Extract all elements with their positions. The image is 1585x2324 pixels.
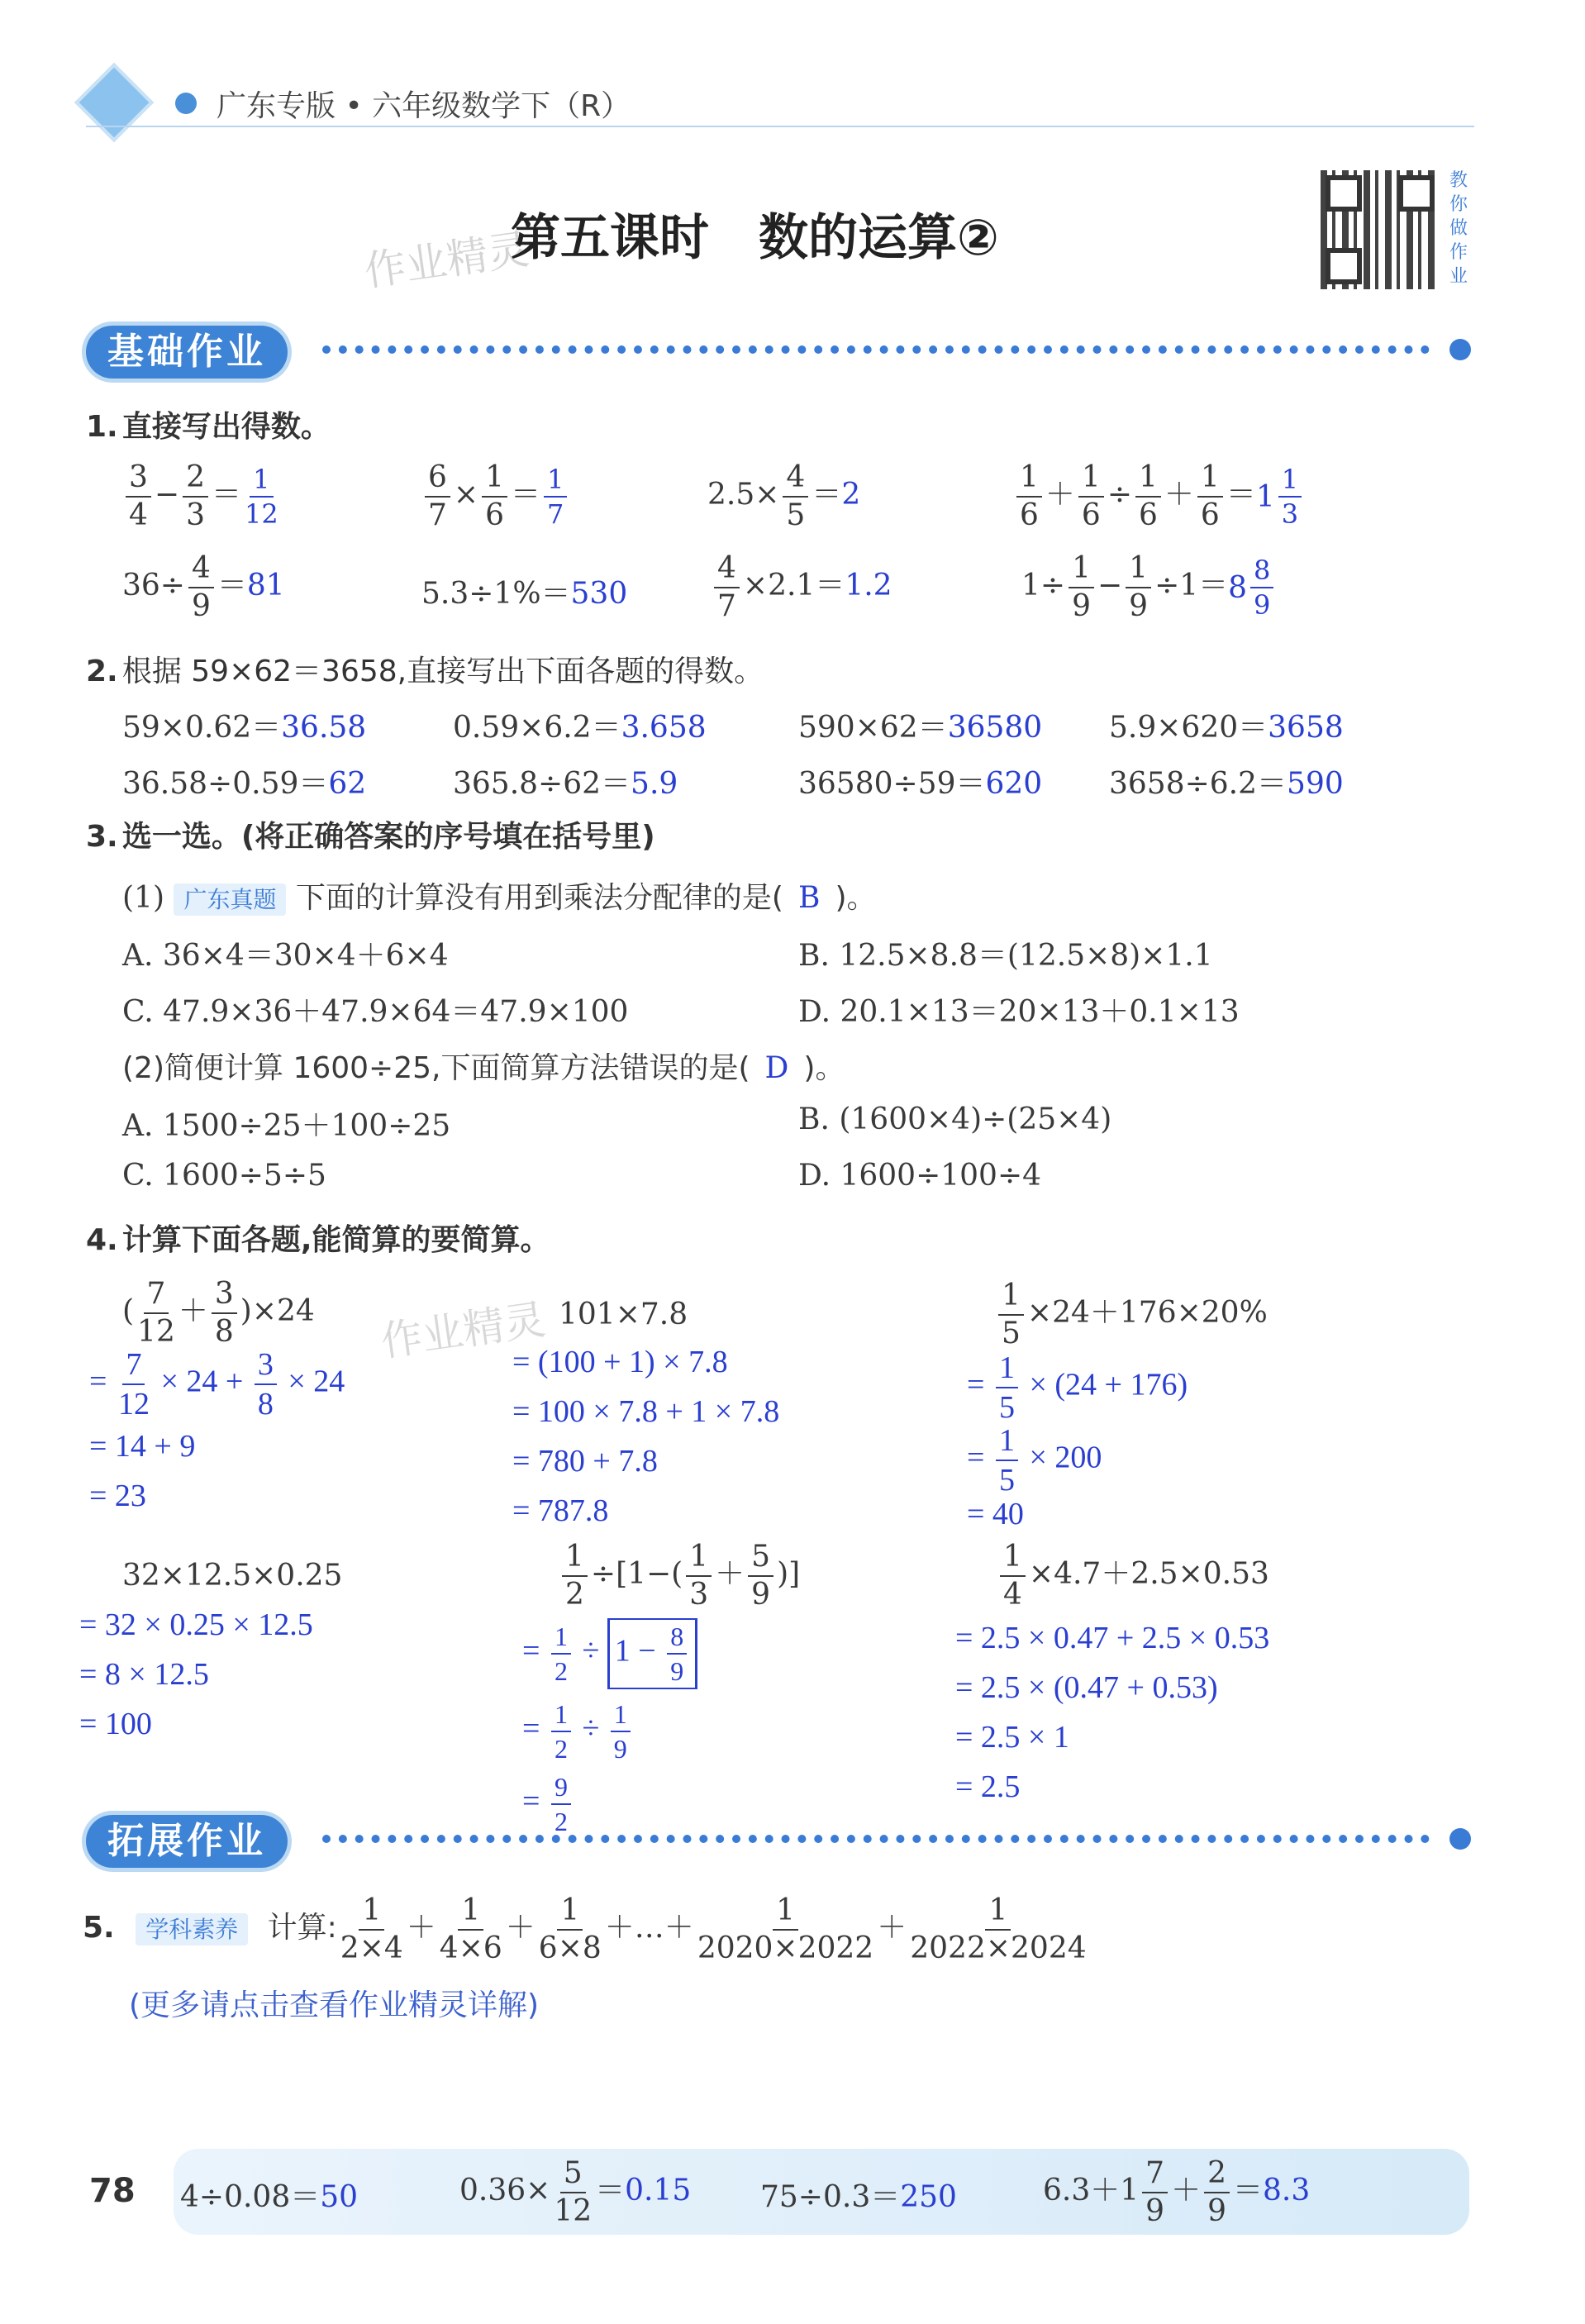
section-basic-end-dot xyxy=(1449,339,1471,360)
q4-calc5-expr: $\frac{1}{2}$ ÷[1−( $\frac{1}{3}$ ＋ $\frac{5}{9}$ )] xyxy=(559,1542,800,1610)
section-extend-end-dot xyxy=(1449,1828,1471,1850)
q4-calc3-expr: $\frac{1}{5}$ ×24＋176×20% xyxy=(995,1281,1268,1349)
q4-calc1-step2: = 14 + 9 xyxy=(89,1429,196,1464)
q4-calc2-step3: = 780 + 7.8 xyxy=(512,1444,658,1479)
q4-number: 4. xyxy=(86,1223,118,1257)
q3-p1-option-b: B. 12.5×8.8＝(12.5×8)×1.1 xyxy=(798,939,1213,973)
q3-heading xyxy=(86,813,655,855)
footer-item-3: 75÷0.3＝250 xyxy=(760,2180,957,2214)
q2-title: 根据 59×62＝3658,直接写出下面各题的得数。 xyxy=(121,655,764,688)
q4-calc2-step4: = 787.8 xyxy=(512,1493,609,1528)
q4-calc6-step3: = 2.5 × 1 xyxy=(955,1720,1069,1755)
q3-part1: (1) 广东真题 下面的计算没有用到乘法分配律的是( B )。 xyxy=(122,881,877,915)
lesson-title: 第五课时 数的运算② xyxy=(511,209,999,267)
section-extend-banner: 拓展作业 xyxy=(86,1815,288,1868)
q4-calc6-expr: $\frac{1}{4}$ ×4.7＋2.5×0.53 xyxy=(997,1542,1269,1610)
q3-p2-option-d: D. 1600÷100÷4 xyxy=(798,1159,1042,1193)
section-basic-dots xyxy=(322,345,1430,354)
footer-item-1: 4÷0.08＝50 xyxy=(180,2180,359,2214)
q1-item-5: 36÷ $\frac{4}{9}$ ＝81 xyxy=(122,551,285,623)
q1-item-8: 1÷ $\frac{1}{9}$ − $\frac{1}{9}$ ÷1＝ 8 8 9 xyxy=(1021,554,1277,621)
q1-item-1: $\frac{3}{4}$ − $\frac{2}{3}$ ＝ $\frac{1}{12}$ xyxy=(122,463,282,531)
q4-calc5-step2: = $\frac{1}{2}$ ÷ $\frac{1}{9}$ xyxy=(522,1701,634,1762)
q3-p1-option-c: C. 47.9×36＋47.9×64＝47.9×100 xyxy=(122,995,629,1029)
q4-calc1-step1: = $\frac{7}{12}$ × 24 + $\frac{3}{8}$ × 24 xyxy=(89,1347,345,1422)
q2-number: 2. xyxy=(86,655,118,688)
q1-item-7: $\frac{4}{7}$ ×2.1＝1.2 xyxy=(711,554,892,621)
q3-p1-option-a: A. 36×4＝30×4＋6×4 xyxy=(122,939,449,973)
tag-guangdong: 广东真题 xyxy=(174,883,286,916)
q4-calc2-step2: = 100 × 7.8 + 1 × 7.8 xyxy=(512,1394,780,1429)
q1-item-4: $\frac{1}{6}$ ＋ $\frac{1}{6}$ ÷ $\frac{1}{6}$ ＋ $\frac{1}{6}$ ＝ 1 1 3 xyxy=(1013,463,1305,531)
q4-heading xyxy=(86,1217,550,1259)
q3-p1-option-d: D. 20.1×13＝20×13＋0.1×13 xyxy=(798,995,1240,1029)
header-dot xyxy=(175,93,197,114)
q4-calc2-step1: = (100 + 1) × 7.8 xyxy=(512,1345,728,1379)
tag-literacy: 学科素养 xyxy=(136,1913,248,1945)
q2-item-4: 5.9×620＝3658 xyxy=(1109,711,1344,745)
q1-number: 1. xyxy=(86,410,118,444)
q1-heading xyxy=(86,403,331,445)
q4-calc3-step3: = 40 xyxy=(967,1497,1024,1531)
footer-item-2: 0.36× $\frac{5}{12}$ ＝0.15 xyxy=(459,2156,692,2228)
q3-title: 选一选。(将正确答案的序号填在括号里) xyxy=(121,820,655,854)
q2-item-5: 36.58÷0.59＝62 xyxy=(122,767,367,801)
q4-calc4-step2: = 8 × 12.5 xyxy=(79,1657,209,1692)
q2-item-2: 0.59×6.2＝3.658 xyxy=(453,711,707,745)
q4-calc4-expr: 32×12.5×0.25 xyxy=(122,1559,343,1593)
qr-code[interactable] xyxy=(1321,170,1440,289)
footer-item-4: 6.3＋1 $\frac{7}{9}$ ＋ $\frac{2}{9}$ ＝8.3 xyxy=(1043,2156,1311,2228)
q1-item-3: 2.5× $\frac{4}{5}$ ＝2 xyxy=(707,460,861,532)
section-extend-dots xyxy=(322,1835,1430,1843)
q1-item-2: $\frac{6}{7}$ × $\frac{1}{6}$ ＝ $\frac{1}{7}$ xyxy=(421,463,570,531)
header-decoration xyxy=(74,63,154,142)
watermark: 作业精灵 xyxy=(361,225,532,296)
q3-p2-answer: D xyxy=(764,1051,789,1085)
q1-item-6: 5.3÷1%＝530 xyxy=(421,577,628,611)
q3-p1-answer: B xyxy=(797,881,821,915)
q4-calc3-step1: = $\frac{1}{5}$ × (24 + 176) xyxy=(967,1350,1188,1425)
section-basic-banner: 基础作业 xyxy=(86,326,288,379)
header-line xyxy=(86,126,1474,127)
watermark-2: 作业精灵 xyxy=(378,1295,549,1366)
q2-item-6: 365.8÷62＝5.9 xyxy=(453,767,678,801)
q2-item-8: 3658÷6.2＝590 xyxy=(1109,767,1344,801)
q2-heading xyxy=(86,648,764,690)
q3-p2-option-b: B. (1600×4)÷(25×4) xyxy=(798,1102,1112,1136)
page-number: 78 xyxy=(89,2172,136,2210)
q1-title: 直接写出得数。 xyxy=(121,410,331,444)
qr-side-text: 教 你 做 作 业 xyxy=(1449,170,1468,287)
q5-more-link[interactable]: (更多请点击查看作业精灵详解) xyxy=(129,1988,540,2022)
q4-calc1-expr: ( $\frac{7}{12}$ ＋ $\frac{3}{8}$ )×24 xyxy=(122,1277,315,1349)
q4-calc4-step1: = 32 × 0.25 × 12.5 xyxy=(79,1607,313,1642)
q4-calc1-step3: = 23 xyxy=(89,1479,146,1513)
q3-p2-option-a: A. 1500÷25＋100÷25 xyxy=(122,1109,451,1143)
header-title: 广东专版 • 六年级数学下（R） xyxy=(217,89,631,123)
q2-item-1: 59×0.62＝36.58 xyxy=(122,711,367,745)
q3-part2: (2)简便计算 1600÷25,下面简算方法错误的是( D )。 xyxy=(122,1051,845,1085)
q5-number: 5. xyxy=(83,1911,115,1945)
q4-calc4-step3: = 100 xyxy=(79,1707,152,1741)
q4-calc2-expr: 101×7.8 xyxy=(559,1298,688,1331)
q4-title: 计算下面各题,能简算的要简算。 xyxy=(121,1223,550,1257)
q4-calc6-step4: = 2.5 xyxy=(955,1769,1021,1804)
q3-p2-option-c: C. 1600÷5÷5 xyxy=(122,1159,326,1193)
q2-item-7: 36580÷59＝620 xyxy=(798,767,1043,801)
q4-calc3-step2: = $\frac{1}{5}$ × 200 xyxy=(967,1423,1102,1498)
q4-calc5-step3: = $\frac{9}{2}$ xyxy=(522,1774,574,1835)
q3-number: 3. xyxy=(86,820,118,854)
q4-calc5-step1: = $\frac{1}{2}$ ÷ 1 − $\frac{8}{9}$ xyxy=(522,1618,697,1689)
q4-calc6-step2: = 2.5 × (0.47 + 0.53) xyxy=(955,1670,1218,1705)
q5: 5. 学科素养 计算: $\frac{1}{2\times 4}$ ＋ $\frac{1}{4\times 6}$ ＋ $\frac{1}{6\times 8}$ ＋…＋ $\frac{1}{2020\times 2022}$ ＋ $\frac{1}{2022\times 2024}$ xyxy=(83,1893,1087,1965)
q2-item-3: 590×62＝36580 xyxy=(798,711,1043,745)
q4-calc6-step1: = 2.5 × 0.47 + 2.5 × 0.53 xyxy=(955,1621,1270,1655)
